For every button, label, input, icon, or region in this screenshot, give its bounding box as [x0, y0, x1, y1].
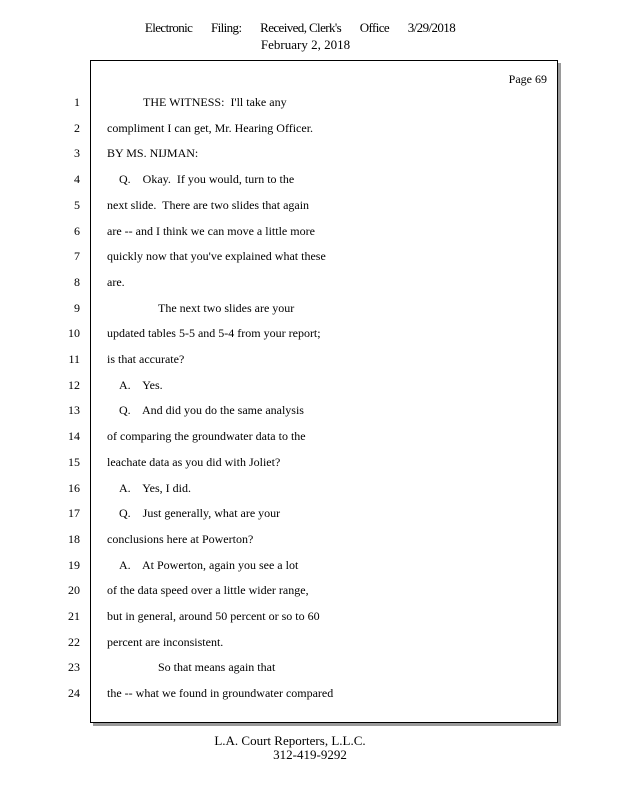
filing-stamp-part: Electronic	[144, 20, 193, 35]
line-number: 19	[68, 558, 80, 572]
transcript-line: conclusions here at Powerton?	[107, 532, 254, 546]
transcript-line: A. Yes.	[119, 378, 163, 392]
transcript-line: of the data speed over a little wider range,	[107, 583, 309, 597]
filing-stamp	[0, 20, 600, 36]
line-number: 11	[68, 352, 80, 366]
line-number: 10	[68, 326, 80, 340]
line-number: 8	[74, 275, 80, 289]
line-number: 5	[74, 198, 80, 212]
line-number: 15	[68, 455, 80, 469]
transcript-line: A. At Powerton, again you see a lot	[119, 558, 299, 572]
transcript-line: compliment I can get, Mr. Hearing Officer.	[107, 121, 314, 135]
transcript-line: A. Yes, I did.	[119, 481, 192, 495]
transcript-line: are.	[107, 275, 125, 289]
footer-company: L.A. Court Reporters, L.L.C.	[214, 733, 366, 748]
document-date: February 2, 2018	[260, 37, 351, 52]
transcript-line: percent are inconsistent.	[107, 635, 224, 649]
transcript-line: the -- what we found in groundwater compared	[107, 686, 334, 700]
transcript-line: The next two slides are your	[158, 301, 295, 315]
line-number: 24	[68, 686, 80, 700]
line-number: 18	[68, 532, 80, 546]
line-number: 21	[68, 609, 80, 623]
page-number: Page 69	[508, 72, 547, 86]
line-number: 4	[74, 172, 80, 186]
transcript-line: So that means again that	[158, 660, 276, 674]
line-number: 22	[68, 635, 80, 649]
transcript-line: are -- and I think we can move a little more	[107, 224, 315, 238]
transcript-line: of comparing the groundwater data to the	[107, 429, 306, 443]
line-number: 17	[68, 506, 80, 520]
line-number: 7	[74, 249, 80, 263]
transcript-line: updated tables 5-5 and 5-4 from your report;	[107, 326, 321, 340]
transcript-line: BY MS. NIJMAN:	[107, 146, 199, 160]
transcript-line: Q. Okay. If you would, turn to the	[119, 172, 295, 186]
line-number: 6	[74, 224, 80, 238]
footer-phone: 312-419-9292	[273, 747, 347, 762]
filing-stamp-part: Filing:	[210, 20, 242, 35]
line-number: 1	[74, 95, 80, 109]
transcript-line: leachate data as you did with Joliet?	[107, 455, 281, 469]
line-number: 2	[74, 121, 80, 135]
transcript-line: Q. And did you do the same analysis	[119, 403, 304, 417]
line-number: 13	[68, 403, 80, 417]
transcript-line: is that accurate?	[107, 352, 185, 366]
transcript-line: quickly now that you've explained what these	[107, 249, 326, 263]
transcript-line: THE WITNESS: I'll take any	[143, 95, 287, 109]
line-number: 16	[68, 481, 80, 495]
transcript-line: next slide. There are two slides that again	[107, 198, 310, 212]
transcript-line: but in general, around 50 percent or so to 60	[107, 609, 320, 623]
line-number: 12	[68, 378, 80, 392]
line-number: 20	[68, 583, 80, 597]
filing-stamp-part: Received, Clerk's	[260, 20, 342, 35]
filing-stamp-part: Office	[359, 20, 390, 35]
line-number: 23	[68, 660, 80, 674]
transcript-line: Q. Just generally, what are your	[119, 506, 281, 520]
line-number: 3	[74, 146, 80, 160]
line-number: 9	[74, 301, 80, 315]
line-number: 14	[68, 429, 80, 443]
filing-stamp-part: 3/29/2018	[407, 20, 456, 35]
